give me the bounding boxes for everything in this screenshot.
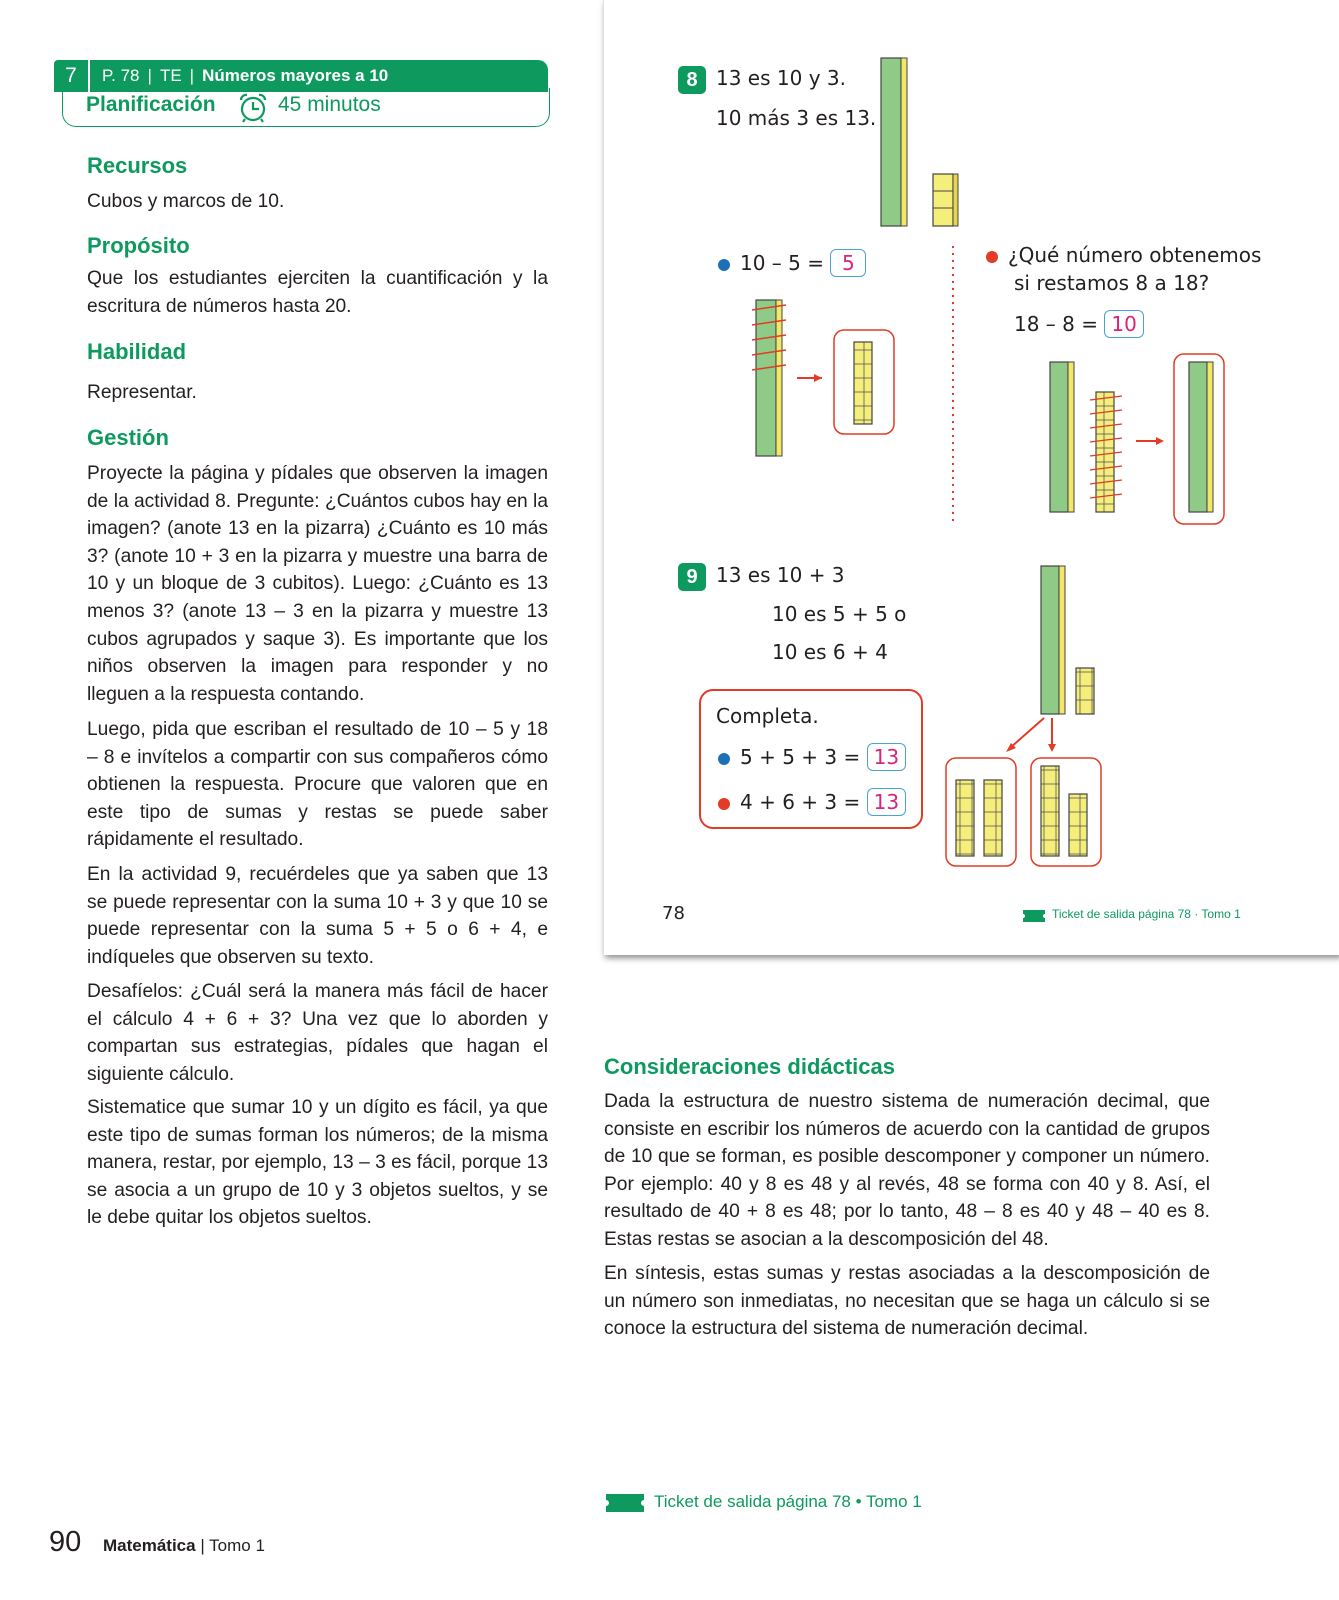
consideraciones-paragraph-1: Dada la estructura de nuestro sistema de numeración decimal, que consiste en escribir los números de acuerdo con la cantidad de grupos de 10 que se forman, es posible descomponer y componer un número. Por ejemplo: 40 y 8 es 48 y al revés, 48 se forma con 40 y 8. Así, el resultado de 40 + 8 es 48; por lo tanto, 48 – 8 es 40 y 48 – 40 es 8. Estas restas se asocian a la descomposición del 48. [604, 1091, 1210, 1250]
book-ticket-text: Ticket de salida página 78 · Tomo 1 [1052, 907, 1241, 921]
recursos-text: Cubos y marcos de 10. [87, 191, 285, 212]
proposito-text: Que los estudiantes ejerciten la cuantificación y la escritura de números hasta 20. [87, 268, 548, 317]
lesson-number: 7 [54, 60, 90, 92]
page-number: 90 [49, 1526, 82, 1558]
ten-rod [881, 58, 907, 226]
recursos-heading: Recursos [87, 153, 188, 178]
activity-8-badge: 8 [678, 66, 706, 94]
footer-subject: Matemática [103, 1536, 196, 1555]
ticket-text: Ticket de salida página 78 • Tomo 1 [654, 1492, 922, 1511]
c1-expression: 5 + 5 + 3 = [740, 745, 861, 769]
sub2-q1: ¿Qué número obtenemos [1008, 243, 1262, 267]
sub1-expression: 10 – 5 = [740, 251, 825, 275]
planning-minutes: 45 minutos [278, 93, 381, 116]
three-cubes [933, 174, 958, 226]
gestion-heading: Gestión [87, 425, 169, 450]
red-bullet [718, 798, 730, 810]
act8-line-2: 10 más 3 es 13. [716, 106, 877, 130]
act9-line-2: 10 es 5 + 5 o [772, 602, 907, 626]
sub2-expression: 18 – 8 = [1014, 312, 1099, 336]
gestion-paragraph-2: Luego, pida que escriban el resultado de 10 – 5 y 18 – 8 e invítelos a compartir con sus compañeros cómo obtienen la respuesta. Procure que valoren que en este tipo de sumas y restas se puede saber rápidamente el resultado. [87, 719, 548, 851]
gestion-paragraph-5: Sistematice que sumar 10 y un dígito es fácil, ya que este tipo de sumas forman los números; de la misma manera, restar, por ejemplo, 13 – 3 es fácil, porque 13 se asocia a un grupo de 10 y 3 objetos sueltos, y se le debe quitar los objetos sueltos. [87, 1097, 548, 1229]
blue-bullet [718, 753, 730, 765]
c2-answer: 13 [867, 788, 906, 816]
page-ref: P. 78 [102, 66, 140, 85]
c2-expression: 4 + 6 + 3 = [740, 790, 861, 814]
subtraction-2 [1014, 310, 1144, 338]
red-bullet [986, 251, 998, 263]
lesson-title: Números mayores a 10 [202, 66, 389, 85]
consideraciones-paragraph-2: En síntesis, estas sumas y restas asociadas a la descomposición de un número son inmediatas, no necesitan que se haga un cálculo si se conoce la estructura del sistema de numeración decimal. [604, 1263, 1210, 1340]
sub2-answer: 10 [1104, 310, 1143, 338]
footer-volume: Tomo 1 [209, 1536, 265, 1555]
lesson-header-text: P. 78 | TE | Números mayores a 10 [102, 66, 389, 85]
complete-row-1 [718, 743, 906, 771]
gestion-paragraph-1: Proyecte la página y pídales que observen la imagen de la actividad 8. Pregunte: ¿Cuántos cubos hay en la imagen? (anote 13 en la pizarra) ¿Cuánto es 10 más 3? (anote 10 + 3 en la pizarra y muestre una barra de 10 y un bloque de 3 cubitos). Luego: ¿Cuánto es 13 menos 3? (anote 13 – 3 en la pizarra y muestre 13 cubos agrupados y saque 3). Es importante que los niños observen la imagen para responder y no lleguen a la respuesta contando. [87, 463, 548, 705]
te-label: TE [159, 66, 182, 85]
act8-line-1: 13 es 10 y 3. [716, 66, 846, 90]
consideraciones-heading: Consideraciones didácticas [604, 1054, 895, 1079]
complete-row-2 [718, 788, 906, 816]
act9-line-3: 10 es 6 + 4 [772, 640, 888, 664]
sub2-question-line2: si restamos 8 a 18? [1014, 271, 1210, 295]
ticket-icon [1023, 910, 1045, 922]
ten-rod-crossed [752, 300, 786, 456]
sub2-question-line1 [986, 243, 1261, 267]
gestion-paragraph-3: En la actividad 9, recuérdeles que ya saben que 13 se puede representar con la suma 10 + 3 y que 10 se puede representar con la suma 5 + 5 o 6 + 4, e indíqueles que observen su texto. [87, 864, 548, 968]
footer-text: Matemática | Tomo 1 [103, 1536, 265, 1555]
activity-9-badge: 9 [678, 563, 706, 591]
blue-bullet [718, 259, 730, 271]
proposito-heading: Propósito [87, 233, 190, 258]
gestion-paragraph-4: Desafíelos: ¿Cuál será la manera más fácil de hacer el cálculo 4 + 6 + 3? Una vez que lo aborden y compartan sus estrategias, pídales que hagan el siguiente cálculo. [87, 981, 548, 1085]
ticket-icon [606, 1494, 644, 1512]
habilidad-heading: Habilidad [87, 339, 187, 364]
habilidad-text: Representar. [87, 382, 197, 403]
book-page-number: 78 [662, 903, 685, 924]
complete-title: Completa. [716, 704, 819, 728]
c1-answer: 13 [867, 743, 906, 771]
act9-line-1: 13 es 10 + 3 [716, 563, 845, 587]
subtraction-1 [718, 249, 866, 277]
sub1-answer: 5 [830, 249, 866, 277]
planning-label: Planificación [86, 93, 216, 116]
